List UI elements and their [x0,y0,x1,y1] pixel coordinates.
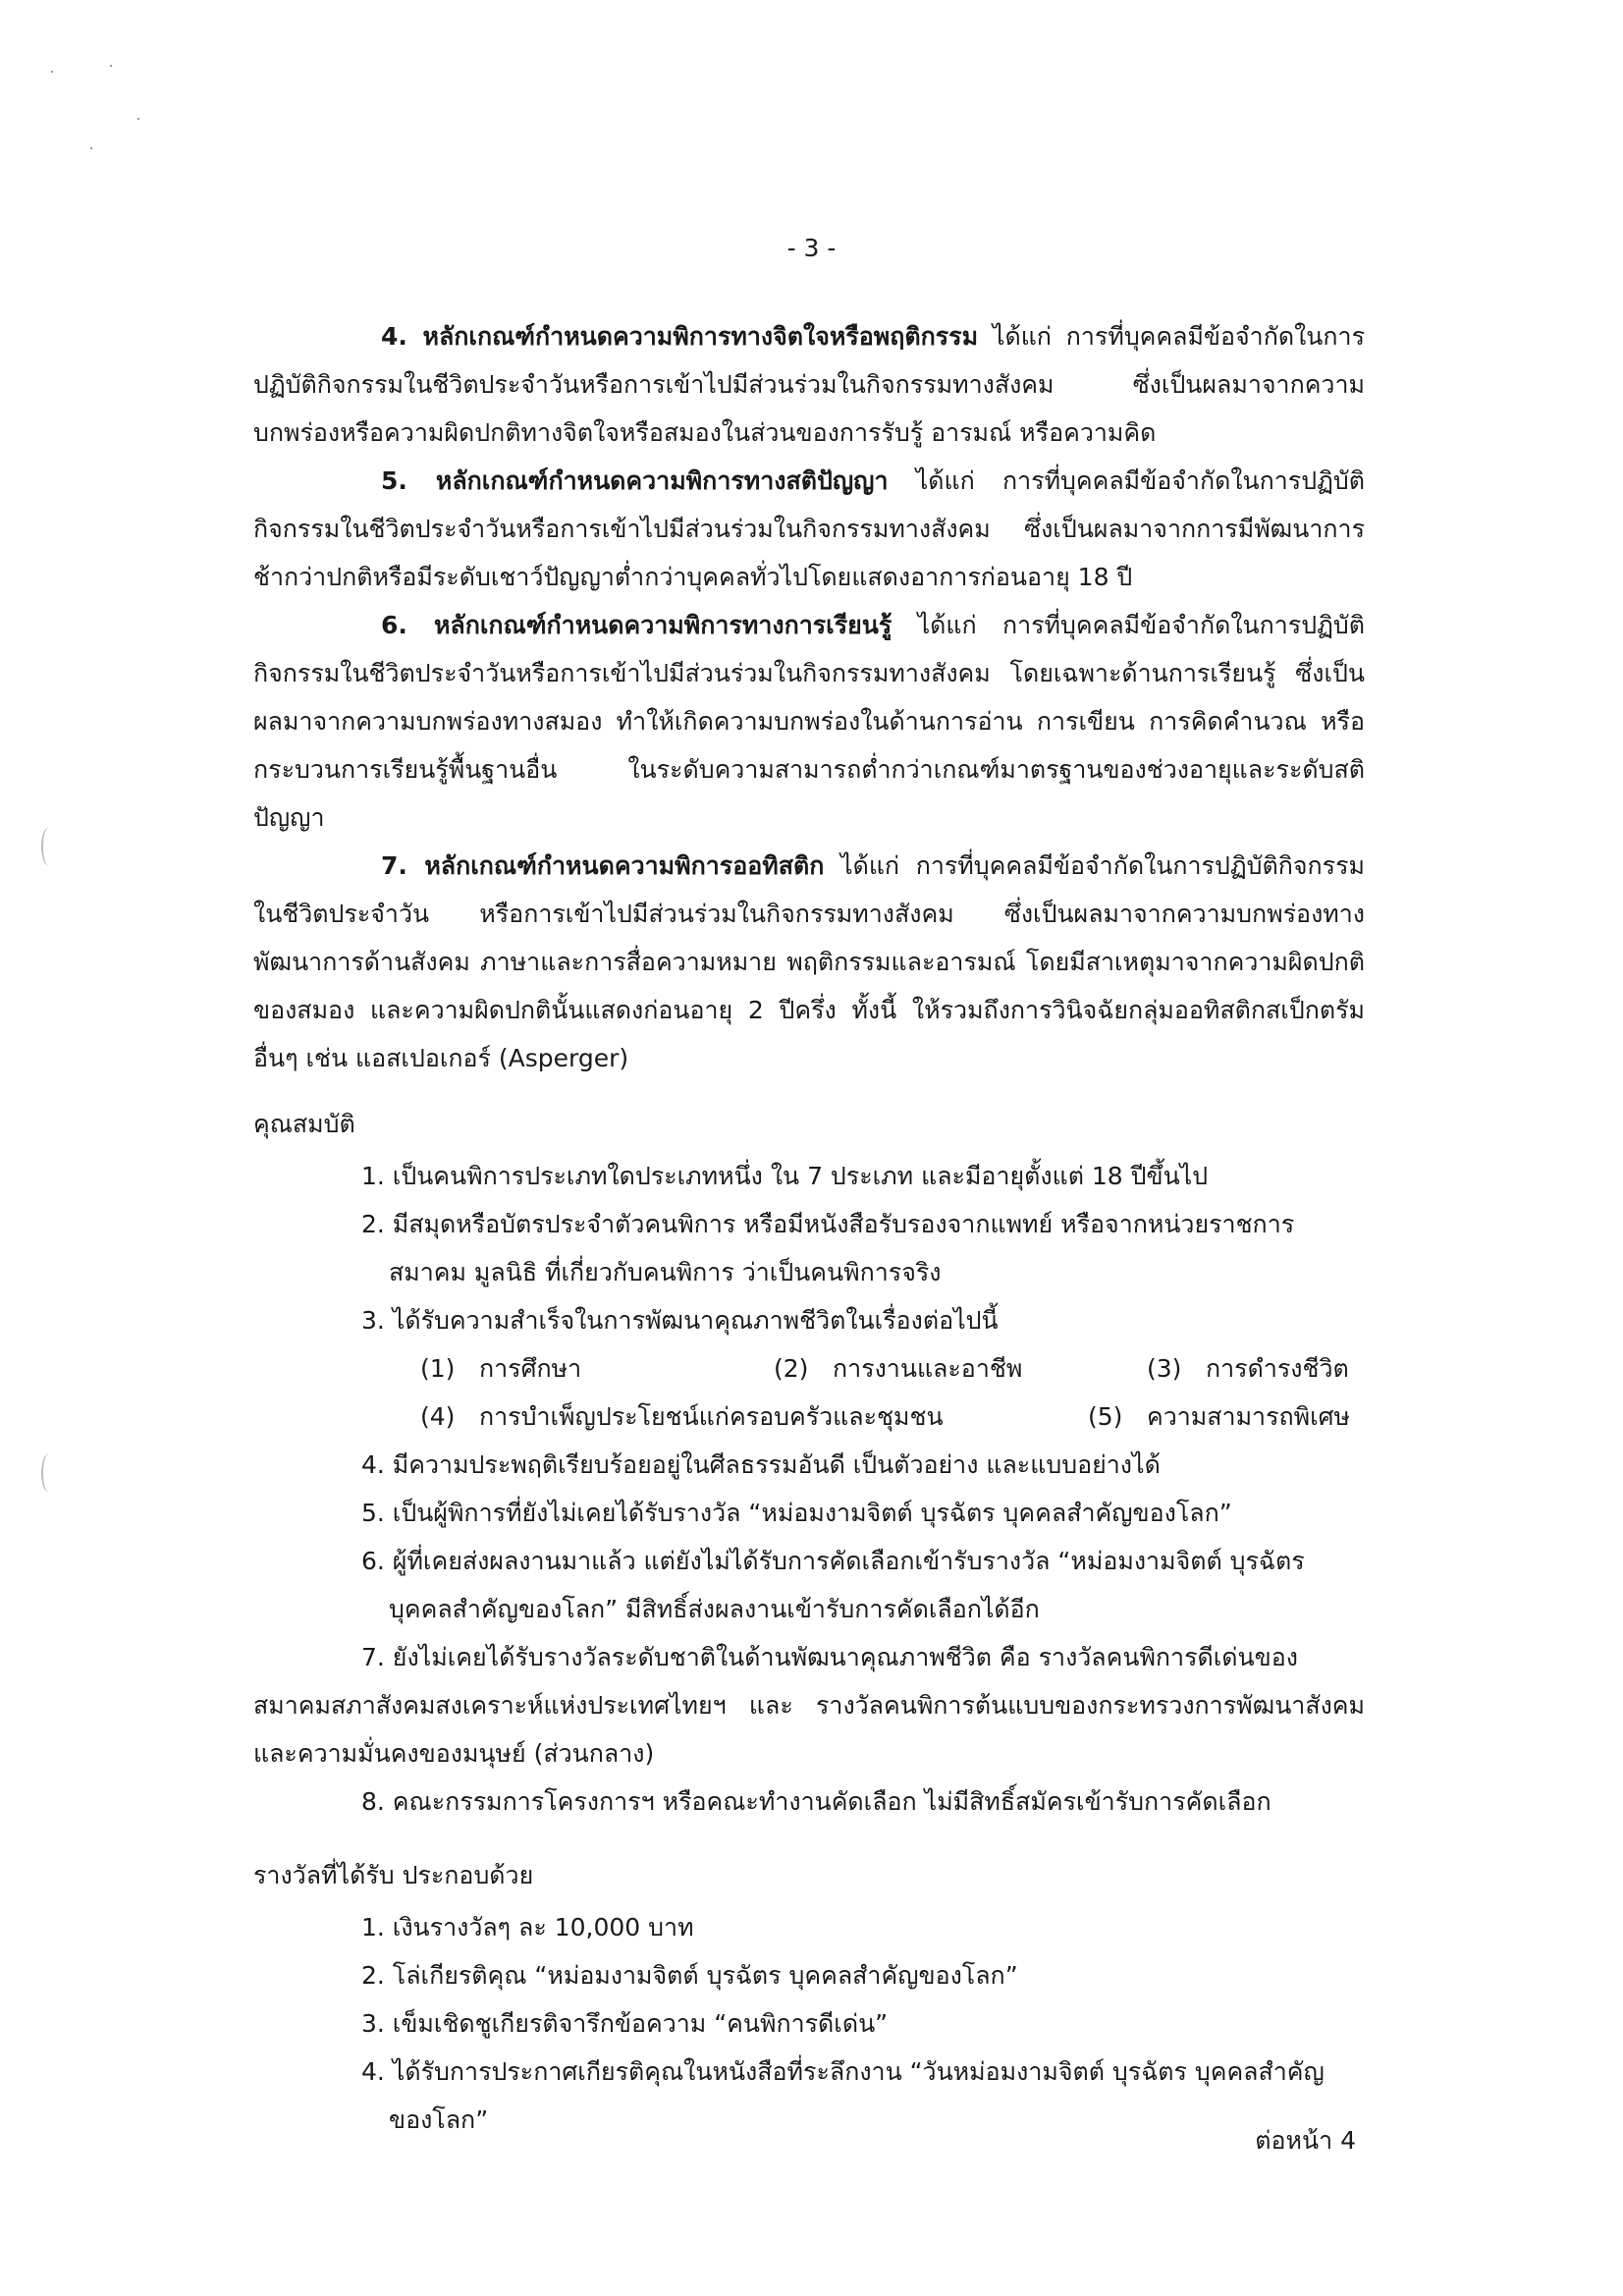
list-item: 5. เป็นผู้พิการที่ยังไม่เคยได้รับรางวัล “หม่อมงามจิตต์ บุรฉัตร บุคคลสำคัญของโลก” [361,1499,1232,1527]
subitem-number: (2) [774,1354,809,1383]
list-item: 6. ผู้ที่เคยส่งผลงานมาแล้ว แต่ยังไม่ได้รับการคัดเลือกเข้ารับรางวัล “หม่อมงามจิตต์ บุรฉัตร บุคคลสำคัญของโลก” มีสิทธิ์ส่งผลงานเข้ารับการคัดเลือกได้อีก [361,1547,1305,1623]
subitem-label: การดำรงชีวิต [1206,1354,1349,1383]
qualification-8: 8. คณะกรรมการโครงการฯ หรือคณะทำงานคัดเลือก ไม่มีสิทธิ์สมัครเข้ารับการคัดเลือก [361,1787,1271,1816]
document-body [253,312,1365,2144]
continued-on-page: ต่อหน้า 4 [1255,2126,1356,2155]
subitem-number: (4) [420,1402,456,1431]
qualifications-list-continued [253,1441,1365,1633]
criterion-5: 5. หลักเกณฑ์กำหนดความพิการทางสติปัญญา ได้แก่ การที่บุคคลมีข้อจำกัดในการปฏิบัติกิจกรรมในชีวิตประจำวันหรือการเข้าไปมีส่วนร่วมในกิจกรรมทางสังคม ซึ่งเป็นผลมาจากการมีพัฒนาการช้ากว่าปกติหรือมีระดับเชาว์ปัญญาต่ำกว่าบุคคลทั่วไปโดยแสดงอาการก่อนอายุ 18 ปี [253,466,1365,591]
subitem-label: ความสามารถพิเศษ [1147,1402,1351,1431]
qualifications-heading: คุณสมบัติ [253,1110,355,1138]
qualification-7-rest: สมาคมสภาสังคมสงเคราะห์แห่งประเทศไทยฯ และ รางวัลคนพิการต้นแบบของกระทรวงการพัฒนาสังคมและความมั่นคงของมนุษย์ (ส่วนกลาง) [253,1691,1365,1768]
hole-punch-mark [41,1453,57,1493]
subitem-number: (5) [1088,1402,1123,1431]
list-item: 2. โล่เกียรติคุณ “หม่อมงามจิตต์ บุรฉัตร บุคคลสำคัญของโลก” [361,1961,1018,1990]
criterion-7: 7. หลักเกณฑ์กำหนดความพิการออทิสติก ได้แก่ การที่บุคคลมีข้อจำกัดในการปฏิบัติกิจกรรมในชีวิตประจำวัน หรือการเข้าไปมีส่วนร่วมในกิจกรรมทางสังคม ซึ่งเป็นผลมาจากความบกพร่องทางพัฒนาการด้านสังคม ภาษาและการสื่อความหมาย พฤติกรรมและอารมณ์ โดยมีสาเหตุมาจากความผิดปกติของสมอง และความผิดปกตินั้นแสดงก่อนอายุ 2 ปีครึ่ง ทั้งนี้ ให้รวมถึงการวินิจฉัยกลุ่มออทิสติกสเป็กตรัมอื่นๆ เช่น แอสเปอเกอร์ (Asperger) [253,851,1365,1072]
list-item: 1. เป็นคนพิการประเภทใดประเภทหนึ่ง ใน 7 ประเภท และมีอายุตั้งแต่ 18 ปีขึ้นไป [361,1162,1209,1190]
rewards-list [253,1903,1365,2144]
subitem-label: การศึกษา [479,1354,582,1383]
page-number: - 3 - [786,234,837,262]
subitem-number: (1) [420,1354,456,1383]
list-item: 1. เงินรางวัลๆ ละ 10,000 บาท [361,1913,694,1941]
achievement-subitems-row-1 [253,1344,1365,1393]
achievement-subitems-row-2 [253,1393,1365,1441]
criterion-6: 6. หลักเกณฑ์กำหนดความพิการทางการเรียนรู้ ได้แก่ การที่บุคคลมีข้อจำกัดในการปฏิบัติกิจกรรมในชีวิตประจำวันหรือการเข้าไปมีส่วนร่วมในกิจกรรมทางสังคม โดยเฉพาะด้านการเรียนรู้ ซึ่งเป็นผลมาจากความบกพร่องทางสมอง ทำให้เกิดความบกพร่องในด้านการอ่าน การเขียน การคิดคำนวณ หรือกระบวนการเรียนรู้พื้นฐานอื่น ในระดับความสามารถต่ำกว่าเกณฑ์มาตรฐานของช่วงอายุและระดับสติปัญญา [253,611,1365,832]
subitem-label: การงานและอาชีพ [833,1354,1023,1383]
list-item: 4. ได้รับการประกาศเกียรติคุณในหนังสือที่ระลึกงาน “วันหม่อมงามจิตต์ บุรฉัตร บุคคลสำคัญ ของโลก” [361,2057,1325,2134]
list-item: 3. เข็มเชิดชูเกียรติจารึกข้อความ “คนพิการดีเด่น” [361,2009,889,2038]
list-item: 3. ได้รับความสำเร็จในการพัฒนาคุณภาพชีวิตในเรื่องต่อไปนี้ [361,1306,999,1335]
rewards-heading: รางวัลที่ได้รับ ประกอบด้วย [253,1861,534,1889]
subitem-number: (3) [1147,1354,1182,1383]
scan-speck [110,65,112,67]
list-item: 2. มีสมุดหรือบัตรประจำตัวคนพิการ หรือมีหนังสือรับรองจากแพทย์ หรือจากหน่วยราชการ สมาคม มูลนิธิ ที่เกี่ยวกับคนพิการ ว่าเป็นคนพิการจริง [361,1210,1295,1286]
qualification-7-first: 7. ยังไม่เคยได้รับรางวัลระดับชาติในด้านพัฒนาคุณภาพชีวิต คือ รางวัลคนพิการดีเด่นของ [361,1643,1298,1671]
hole-punch-mark [41,827,57,866]
list-item: 4. มีความประพฤติเรียบร้อยอยู่ในศีลธรรมอันดี เป็นตัวอย่าง และแบบอย่างได้ [361,1450,1161,1479]
qualifications-list [253,1152,1365,1344]
scan-speck [137,118,139,120]
subitem-label: การบำเพ็ญประโยชน์แก่ครอบครัวและชุมชน [479,1402,944,1431]
scan-speck [51,71,53,73]
criterion-4: 4. หลักเกณฑ์กำหนดความพิการทางจิตใจหรือพฤติกรรม ได้แก่ การที่บุคคลมีข้อจำกัดในการปฏิบัติกิจกรรมในชีวิตประจำวันหรือการเข้าไปมีส่วนร่วมในกิจกรรมทางสังคม ซึ่งเป็นผลมาจากความบกพร่องหรือความผิดปกติทางจิตใจหรือสมองในส่วนของการรับรู้ อารมณ์ หรือความคิด [253,322,1365,447]
scan-speck [90,147,92,149]
